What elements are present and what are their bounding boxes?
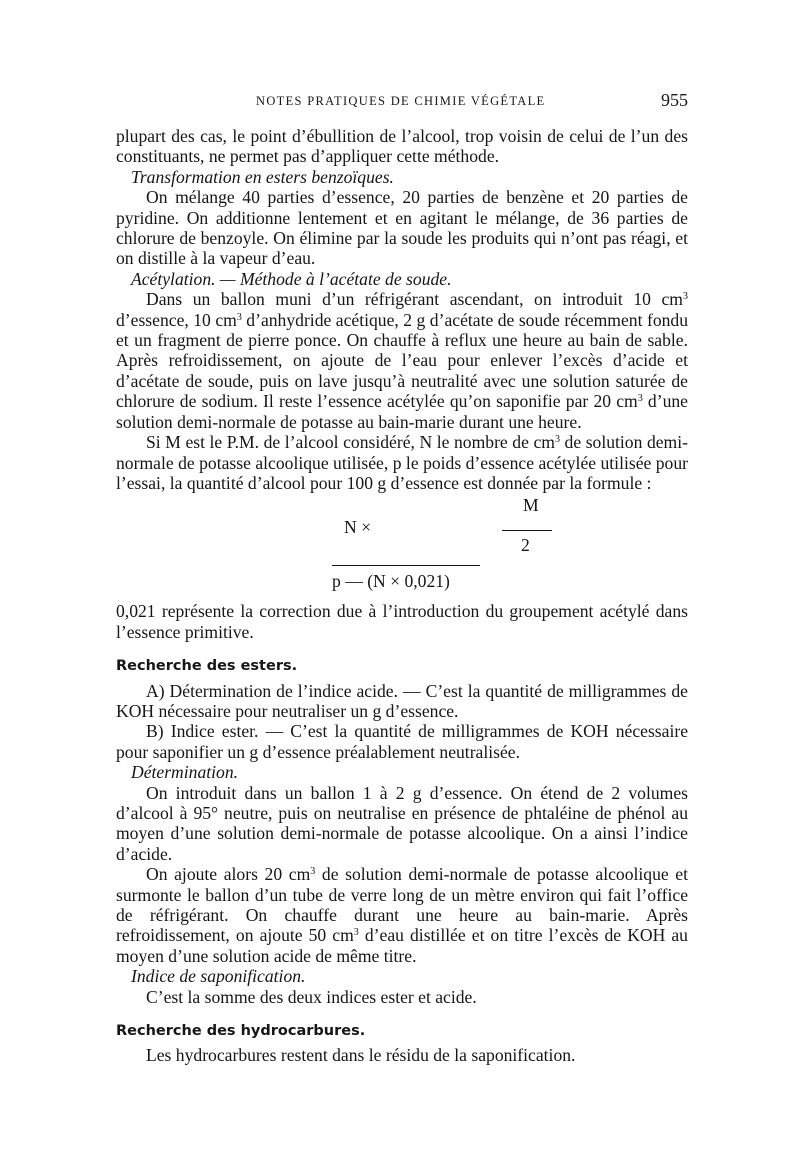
subheading-determination: Détermination.	[131, 762, 239, 783]
paragraph: C’est la somme des deux indices ester et acide.	[146, 986, 477, 1007]
page-body	[116, 126, 688, 1066]
paragraph: A) Détermination de l’indice acide. — C’est la quantité de milligrammes de KOH nécessaire pour neutraliser un g d’essence.	[116, 680, 688, 721]
paragraph: On introduit dans un ballon 1 à 2 g d’essence. On étend de 2 volumes d’alcool à 95° neutre, puis on neutralise en présence de phtaléine de phénol au moyen d’une solution demi-normale de potasse alcoolique. On a ainsi l’indice d’acide.	[116, 782, 688, 864]
paragraph: 0,021 représente la correction due à l’introduction du groupement acétylé dans l’essence primitive.	[116, 601, 688, 642]
page-number: 955	[661, 90, 688, 110]
formula-numerator-m: M	[523, 495, 539, 516]
formula-fraction-bar-small	[502, 530, 552, 531]
subheading-transformation: Transformation en esters benzoïques.	[131, 166, 394, 187]
formula	[116, 495, 688, 601]
running-header	[116, 90, 688, 114]
paragraph: B) Indice ester. — C’est la quantité de milligrammes de KOH nécessaire pour saponifier un g d’essence préalablement neutralisée.	[116, 721, 688, 762]
running-title: NOTES PRATIQUES DE CHIMIE VÉGÉTALE	[256, 94, 546, 108]
paragraph: Les hydrocarbures restent dans le résidu de la saponification.	[146, 1045, 576, 1066]
section-heading-hydrocarbures: Recherche des hydrocarbures.	[116, 1023, 366, 1040]
paragraph: Dans un ballon muni d’un réfrigérant ascendant, on introduit 10 $cm^3$ d’essence, 10 $cm^3$ d’anhydride acétique, 2 g d’acétate de soude récemment fondu et un fragment de pierre ponce. On chauffe à reflux une heure au bain de sable. Après refroidissement, on ajoute de l’eau pour enlever l’excès d’acide et d’acétate de soude, puis on lave jusqu’à neutralité avec une solution saturée de chlorure de sodium. Il reste l’essence acétylée qu’on saponifie par 20 $cm^3$ d’une solution demi-normale de potasse au bain-marie durant une heure.	[116, 289, 689, 432]
subheading-saponification: Indice de saponification.	[131, 966, 306, 987]
formula-n-times: N ×	[344, 517, 372, 538]
formula-denominator: p — (N × 0,021)	[332, 571, 450, 592]
paragraph: plupart des cas, le point d’ébullition de l’alcool, trop voisin de celui de l’un des constituants, ne permet pas d’appliquer cette méthode.	[116, 126, 688, 167]
formula-fraction-bar	[332, 565, 480, 566]
subheading-acetylation: Acétylation. — Méthode à l’acétate de soude.	[131, 268, 452, 289]
section-heading-esters: Recherche des esters.	[116, 658, 298, 675]
paragraph: Si M est le P.M. de l’alcool considéré, N le nombre de $cm^3$ de solution demi-normale de potasse alcoolique utilisée, p le poids d’essence acétylée utilisée pour l’essai, la quantité d’alcool pour 100 g d’essence est donnée par la formule :	[116, 432, 688, 493]
paragraph: On mélange 40 parties d’essence, 20 parties de benzène et 20 parties de pyridine. On additionne lentement et en agitant le mélange, de 36 parties de chlorure de benzoyle. On élimine par la soude les produits qui n’ont pas réagi, et on distille à la vapeur d’eau.	[116, 187, 688, 269]
formula-denominator-small: 2	[521, 535, 530, 556]
paragraph: On ajoute alors 20 $cm^3$ de solution demi-normale de potasse alcoolique et surmonte le ballon d’un tube de verre long de un mètre environ qui fait l’office de réfrigérant. On chauffe durant une heure au bain-marie. Après refroidissement, on ajoute 50 $cm^3$ d’eau distillée et on titre l’excès de KOH au moyen d’une solution acide de même titre.	[116, 864, 689, 966]
